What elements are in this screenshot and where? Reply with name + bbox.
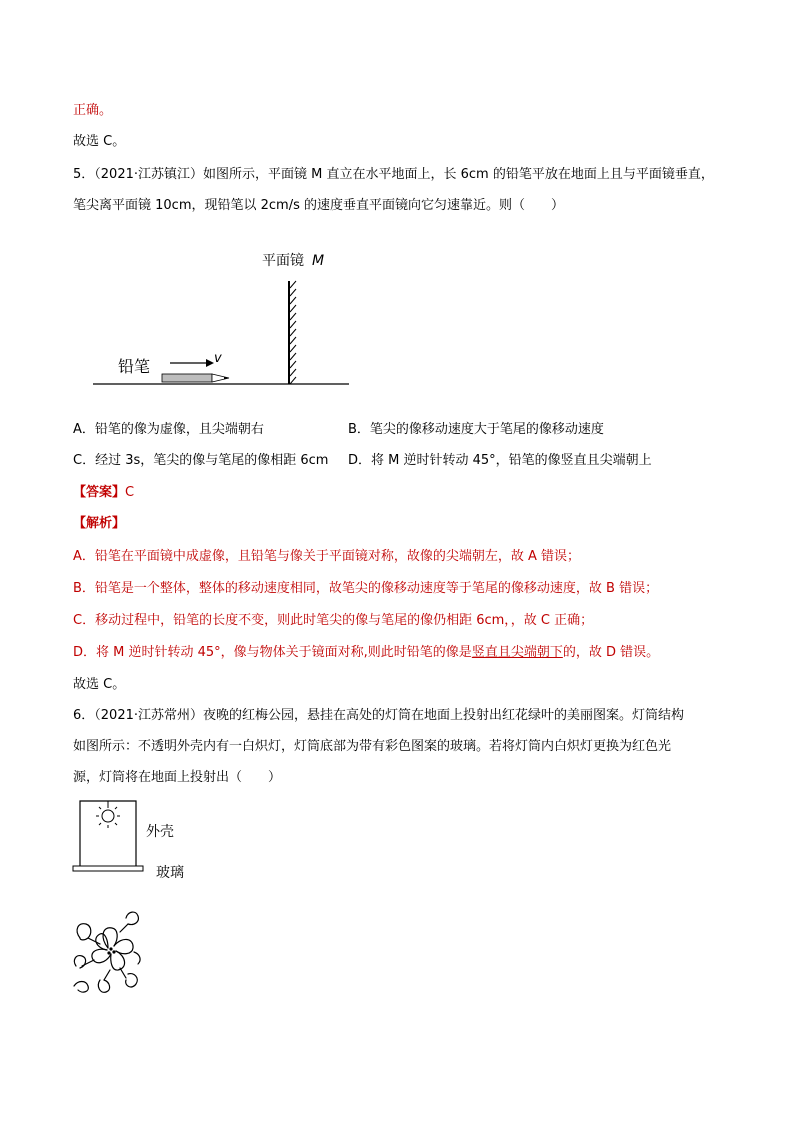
q6-stem-line2: 如图所示：不透明外壳内有一白炽灯，灯筒底部为带有彩色图案的玻璃。若将灯筒内白炽灯更换为红色光: [73, 739, 672, 754]
pencil-label: 铅笔: [118, 357, 151, 376]
mirror-letter: M: [312, 253, 325, 269]
prev-choose: 故选 C。: [73, 134, 126, 149]
mirror-hatching: [290, 281, 296, 384]
analysis-b: B．铅笔是一个整体，整体的移动速度相同，故笔尖的像移动速度等于笔尾的像移动速度，故 B 错误；: [73, 581, 659, 596]
q5-stem-line2: 笔尖离平面镜 10cm，现铅笔以 2cm/s 的速度垂直平面镜向它匀速靠近。则（ ）: [73, 198, 564, 213]
q5-option-d: D．将 M 逆时针转动 45°，铅笔的像竖直且尖端朝上: [348, 453, 652, 468]
analysis-c: C．移动过程中，铅笔的长度不变，则此时笔尖的像与笔尾的像仍相距 6cm，，故 C 正确；: [73, 613, 594, 628]
analysis-d: [73, 644, 659, 662]
prev-correct: 正确。: [73, 103, 113, 118]
analysis-d-pre: D．将 M 逆时针转动 45°，像与物体关于镜面对称,则此时铅笔的像是: [73, 645, 472, 660]
pencil: [162, 374, 229, 382]
q6-lamp-figure: [70, 796, 200, 882]
answer-value: C: [125, 485, 135, 500]
analysis-d-post: 的，故 D 错误。: [562, 645, 660, 660]
q5-choose: 故选 C。: [73, 677, 126, 692]
mirror-label: 平面镜: [262, 253, 304, 269]
velocity-label: v: [214, 351, 222, 366]
analysis-tag: 【解析】: [73, 516, 126, 531]
analysis-d-underline: 竖直且尖端朝下: [471, 645, 563, 660]
q6-stem-line1: 6．（2021·江苏常州）夜晚的红梅公园，悬挂在高处的灯筒在地面上投射出红花绿叶的美丽图案。灯筒结构: [73, 708, 684, 723]
q5-figure: [90, 248, 360, 390]
flower-pattern-icon: [70, 908, 150, 998]
analysis-a: A．铅笔在平面镜中成虚像，且铅笔与像关于平面镜对称，故像的尖端朝左，故 A 错误；: [73, 549, 581, 564]
shell-label: 外壳: [146, 824, 174, 840]
q5-answer-row: [73, 484, 134, 502]
lamp-shell: [80, 801, 136, 866]
q5-stem-line1: 5．（2021·江苏镇江）如图所示，平面镜 M 直立在水平地面上，长 6cm 的铅笔平放在地面上且与平面镜垂直，: [73, 167, 714, 182]
glass-label: 玻璃: [156, 865, 184, 881]
q5-option-a: A．铅笔的像为虚像，且尖端朝右: [73, 422, 264, 437]
q5-option-b: B．笔尖的像移动速度大于笔尾的像移动速度: [348, 422, 604, 437]
answer-tag: 【答案】: [73, 485, 126, 500]
q5-option-c: C．经过 3s，笔尖的像与笔尾的像相距 6cm: [73, 453, 329, 468]
velocity-arrowhead: [206, 359, 214, 367]
q6-stem-line3: 源，灯筒将在地面上投射出（ ）: [73, 770, 282, 785]
lamp-glass: [73, 866, 143, 871]
